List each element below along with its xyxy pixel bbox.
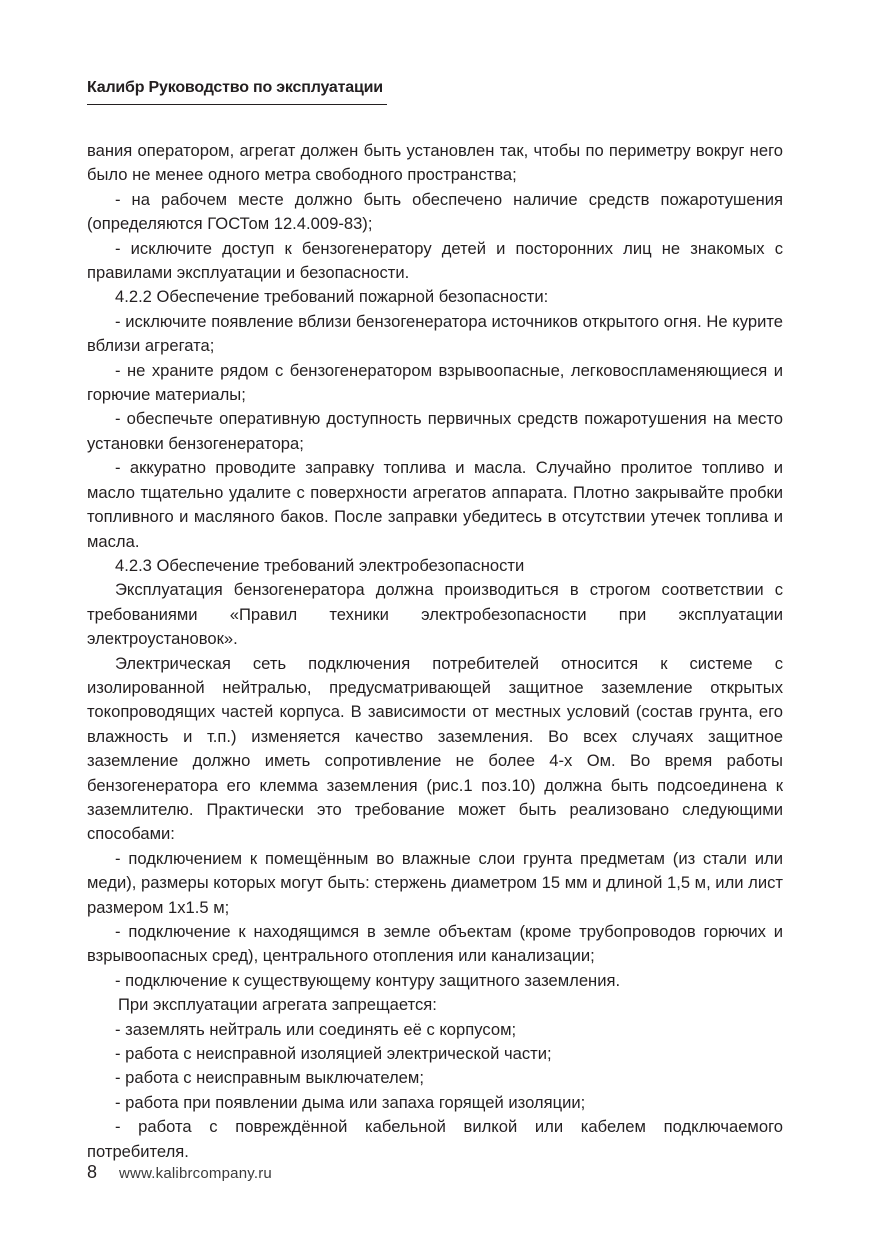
- paragraph: вания оператором, агрегат должен быть установлен так, чтобы по периметру вокруг него было не менее одного метра свободного пространства;: [87, 141, 783, 185]
- section-heading: 4.2.3 Обеспечение требований электробезопасности: [115, 555, 525, 575]
- list-item: - работа при появлении дыма или запаха горящей изоляции;: [115, 1092, 586, 1112]
- paragraph: При эксплуатации агрегата запрещается:: [118, 995, 437, 1015]
- paragraph: - подключением к помещённым во влажные слои грунта предметам (из стали или меди), размеры которых могут быть: стержень диаметром 15 мм и длиной 1,5 м, или лист размером 1х1.5 м;: [87, 848, 783, 917]
- page-header: [87, 78, 387, 105]
- page-footer: [87, 1162, 272, 1186]
- paragraph: - подключение к существующему контуру защитного заземления.: [115, 970, 621, 990]
- list-item: - работа с повреждённой кабельной вилкой или кабелем подключаемого потребителя.: [87, 1117, 783, 1161]
- paragraph: - на рабочем месте должно быть обеспечено наличие средств пожаротушения (определяются ГОСТом 12.4.009-83);: [87, 189, 783, 234]
- website-link[interactable]: www.kalibrcompany.ru: [119, 1165, 272, 1182]
- section-heading: 4.2.2 Обеспечение требований пожарной безопасности:: [115, 287, 549, 307]
- paragraph: - исключите доступ к бензогенератору детей и посторонних лиц не знакомых с правилами эксплуатации и безопасности.: [87, 238, 783, 283]
- paragraph: - исключите появление вблизи бензогенератора источников открытого огня. Не курите вблизи агрегата;: [87, 311, 783, 356]
- paragraph: - подключение к находящимся в земле объектам (кроме трубопроводов горючих и взрывоопасных сред), центрального отопления или канализации;: [87, 922, 783, 966]
- list-item: - работа с неисправной изоляцией электрической части;: [115, 1044, 552, 1064]
- paragraph: Эксплуатация бензогенератора должна производиться в строгом соответствии с требованиями «Правил техники электробезопасности при эксплуатации электроустановок».: [87, 580, 783, 649]
- paragraph: - обеспечьте оперативную доступность первичных средств пожаротушения на место установки бензогенератора;: [87, 409, 783, 453]
- paragraph: - не храните рядом с бензогенератором взрывоопасные, легковоспламеняющиеся и горючие материалы;: [87, 360, 783, 405]
- list-item: - работа с неисправным выключателем;: [115, 1068, 424, 1088]
- body-text: [87, 139, 783, 1164]
- header-divider: [87, 104, 387, 105]
- list-item: - заземлять нейтраль или соединять её с корпусом;: [115, 1019, 517, 1039]
- document-title: Калибр Руководство по эксплуатации: [87, 79, 383, 96]
- paragraph: - аккуратно проводите заправку топлива и масла. Случайно пролитое топливо и масло тщательно удалите с поверхности агрегатов аппарата. Плотно закрывайте пробки топливного и масляного баков. После заправки убедитесь в отсутствии утечек топлива и масла.: [87, 458, 783, 551]
- paragraph: Электрическая сеть подключения потребителей относится к системе с изолированной нейтралью, предусматривающей защитное заземление открытых токопроводящих частей корпуса. В зависимости от местных условий (состав грунта, его влажность и т.п.) изменяется качество заземления. Во всех случаях защитное заземление должно иметь сопротивление не более 4-х Ом. Во время работы бензогенератора его клемма заземления (рис.1 поз.10) должна быть подсоединена к заземлителю. Практически это требование может быть реализовано следующими способами:: [87, 653, 783, 844]
- page-number: 8: [87, 1162, 98, 1182]
